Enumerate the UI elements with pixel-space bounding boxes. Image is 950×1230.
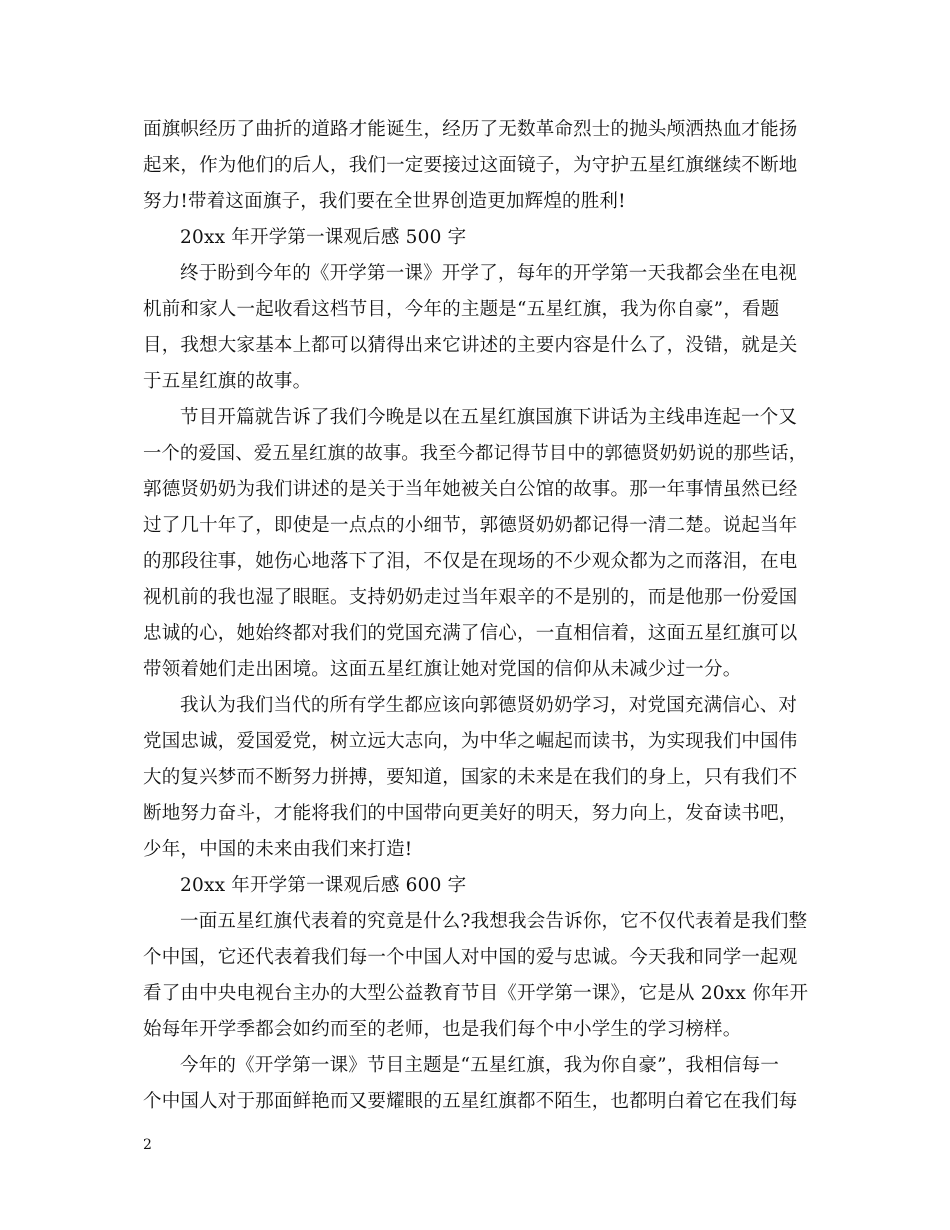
text-line: 党国忠诚，爱国爱党，树立远大志向，为中华之崛起而读书，为实现我们中国伟 [143,731,798,752]
text-line: 起来，作为他们的后人，我们一定要接过这面镜子，为守护五星红旗继续不断地 [143,155,798,176]
page-number: 2 [143,1137,152,1153]
text-line: 努力!带着这面旗子，我们要在全世界创造更加辉煌的胜利! [143,191,626,212]
text-line: 忠诚的心，她始终都对我们的党国充满了信心，一直相信着，这面五星红旗可以 [143,623,798,644]
text-line: 过了几十年了，即使是一点点的小细节，郭德贤奶奶都记得一清二楚。说起当年 [143,515,798,536]
text-line: 我认为我们当代的所有学生都应该向郭德贤奶奶学习，对党国充满信心、对 [180,695,798,716]
text-line: 郭德贤奶奶为我们讲述的是关于当年她被关白公馆的故事。那一年事情虽然已经 [143,479,798,500]
text-line: 今年的《开学第一课》节目主题是“五星红旗，我为你自豪”，我相信每一 [180,1055,780,1076]
text-line: 断地努力奋斗，才能将我们的中国带向更美好的明天，努力向上，发奋读书吧， [143,803,798,824]
text-line: 终于盼到今年的《开学第一课》开学了，每年的开学第一天我都会坐在电视 [180,263,798,284]
text-line: 个中国，它还代表着我们每一个中国人对中国的爱与忠诚。今天我和同学一起观 [143,947,798,968]
text-line: 始每年开学季都会如约而至的老师，也是我们每个中小学生的学习榜样。 [143,1019,742,1040]
text-line: 视机前的我也湿了眼眶。支持奶奶走过当年艰辛的不是别的，而是他那一份爱国 [143,587,798,608]
text-line: 20xx 年开学第一课观后感 500 字 [180,227,467,248]
text-line: 少年，中国的未来由我们来打造! [143,839,413,860]
body-text [143,112,813,1120]
text-line: 带领着她们走出困境。这面五星红旗让她对党国的信仰从未减少过一分。 [143,659,742,680]
text-line: 大的复兴梦而不断努力拼搏，要知道，国家的未来是在我们的身上，只有我们不 [143,767,798,788]
text-line: 于五星红旗的故事。 [143,371,312,392]
text-line: 的那段往事，她伤心地落下了泪，不仅是在现场的不少观众都为之而落泪，在电 [143,551,798,572]
text-line: 个中国人对于那面鲜艳而又要耀眼的五星红旗都不陌生，也都明白着它在我们每 [143,1091,798,1112]
text-line: 看了由中央电视台主办的大型公益教育节目《开学第一课》，它是从 20xx 你年开 [143,983,809,1004]
text-line: 一面五星红旗代表着的究竟是什么?我想我会告诉你，它不仅代表着是我们整 [180,911,808,932]
text-line: 面旗帜经历了曲折的道路才能诞生，经历了无数革命烈士的抛头颅洒热血才能扬 [143,119,798,140]
text-line: 目，我想大家基本上都可以猜得出来它讲述的主要内容是什么了，没错，就是关 [143,335,798,356]
text-line: 20xx 年开学第一课观后感 600 字 [180,875,467,896]
text-line: 一个的爱国、爱五星红旗的故事。我至今都记得节目中的郭德贤奶奶说的那些话， [143,443,808,464]
text-line: 机前和家人一起收看这档节目，今年的主题是“五星红旗，我为你自豪”，看题 [143,299,780,320]
text-line: 节目开篇就告诉了我们今晚是以在五星红旗国旗下讲话为主线串连起一个又 [180,407,798,428]
